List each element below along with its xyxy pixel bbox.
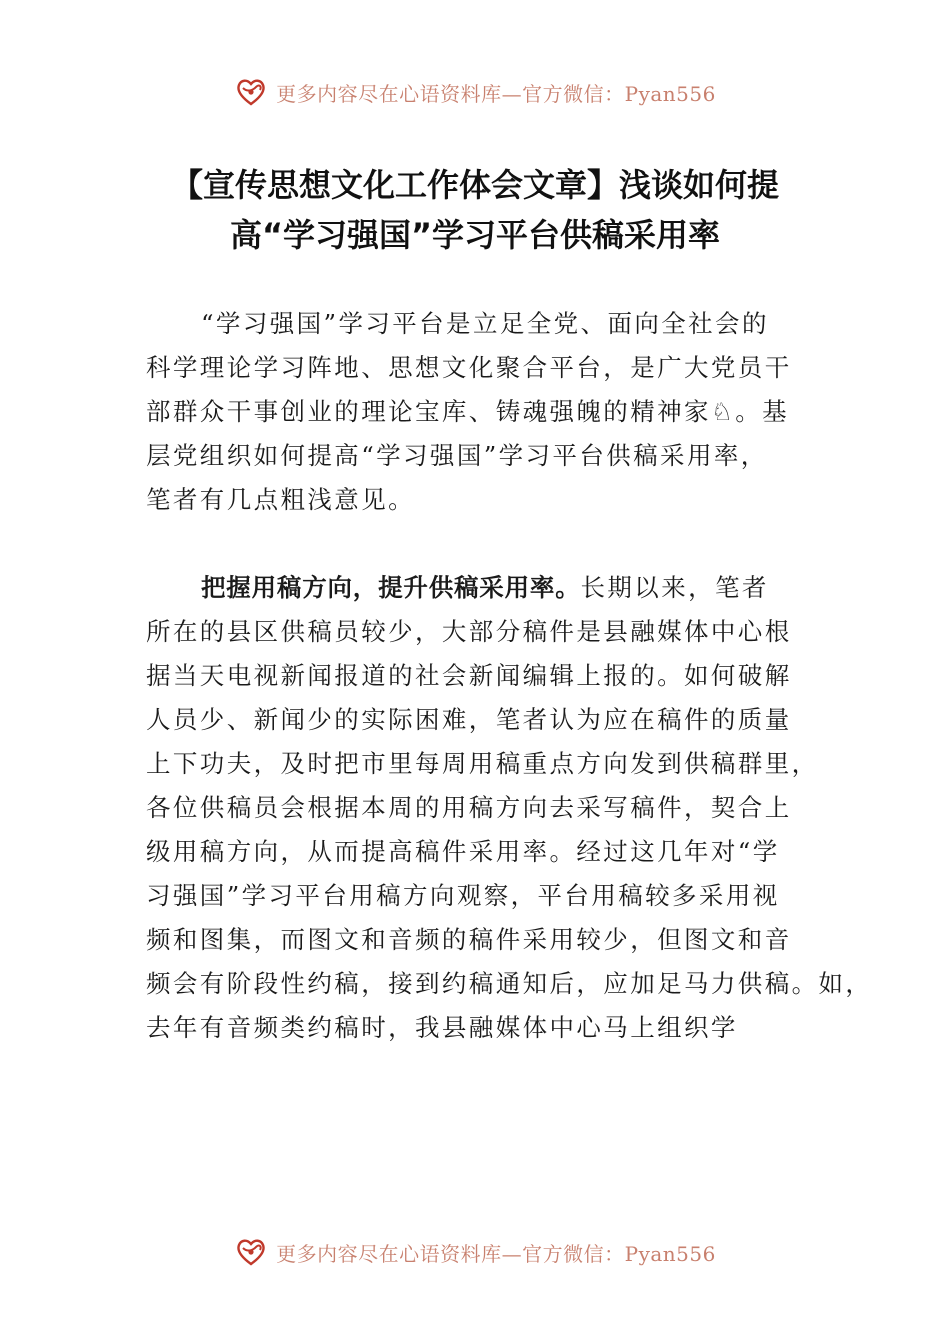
heart-logo-icon xyxy=(234,1235,268,1269)
paragraph-line: 笔者有几点粗浅意见。 xyxy=(146,485,415,514)
paragraph-line: 层党组织如何提高“学习强国”学习平台供稿采用率， xyxy=(146,441,768,470)
paragraph-line: 上下功夫，及时把市里每周用稿重点方向发到供稿群里， xyxy=(146,749,819,778)
paragraph-line: 去年有音频类约稿时，我县融媒体中心马上组织学 xyxy=(146,1013,738,1042)
paragraph-lead-line xyxy=(146,566,836,610)
paragraph-1 xyxy=(146,302,836,522)
header-banner xyxy=(0,72,950,112)
paragraph-line: 频和图集，而图文和音频的稿件采用较少，但图文和音 xyxy=(146,925,792,954)
paragraph-lead-rest: 长期以来，笔者 xyxy=(580,573,769,602)
title-line-2: 高“学习强国”学习平台供稿采用率 xyxy=(229,216,721,254)
paragraph-line: 科学理论学习阵地、思想文化聚合平台，是广大党员干 xyxy=(146,353,792,382)
paragraph-line: 各位供稿员会根据本周的用稿方向去采写稿件，契合上 xyxy=(146,793,792,822)
footer-banner-text: 更多内容尽在心语资料库—官方微信：Pyan556 xyxy=(276,1241,716,1266)
article-body xyxy=(146,302,873,1050)
paragraph-line: 人员少、新闻少的实际困难，笔者认为应在稿件的质量 xyxy=(146,705,792,734)
footer-banner xyxy=(0,1232,950,1272)
paragraph-line: “学习强国”学习平台是立足全党、面向全社会的 xyxy=(201,309,769,338)
paragraph-2 xyxy=(146,566,873,1050)
paragraph-lead-heading: 把握用稿方向，提升供稿采用率。 xyxy=(201,573,581,602)
paragraph-line: 部群众干事创业的理论宝库、铸魂强魄的精神家♘。基 xyxy=(146,397,790,426)
paragraph-line: 所在的县区供稿员较少，大部分稿件是县融媒体中心根 xyxy=(146,617,792,646)
paragraph-line: 据当天电视新闻报道的社会新闻编辑上报的。如何破解 xyxy=(146,661,792,690)
page-title xyxy=(60,160,890,260)
header-banner-text: 更多内容尽在心语资料库—官方微信：Pyan556 xyxy=(276,81,716,106)
heart-logo-icon xyxy=(234,75,268,109)
paragraph-line: 频会有阶段性约稿，接到约稿通知后，应加足马力供稿。如， xyxy=(146,969,873,998)
paragraph-spacer xyxy=(146,522,836,566)
title-line-1: 【宣传思想文化工作体会文章】浅谈如何提 xyxy=(170,166,779,204)
paragraph-line: 级用稿方向，从而提高稿件采用率。经过这几年对“学 xyxy=(146,837,780,866)
paragraph-line: 习强国”学习平台用稿方向观察，平台用稿较多采用视 xyxy=(146,881,780,910)
